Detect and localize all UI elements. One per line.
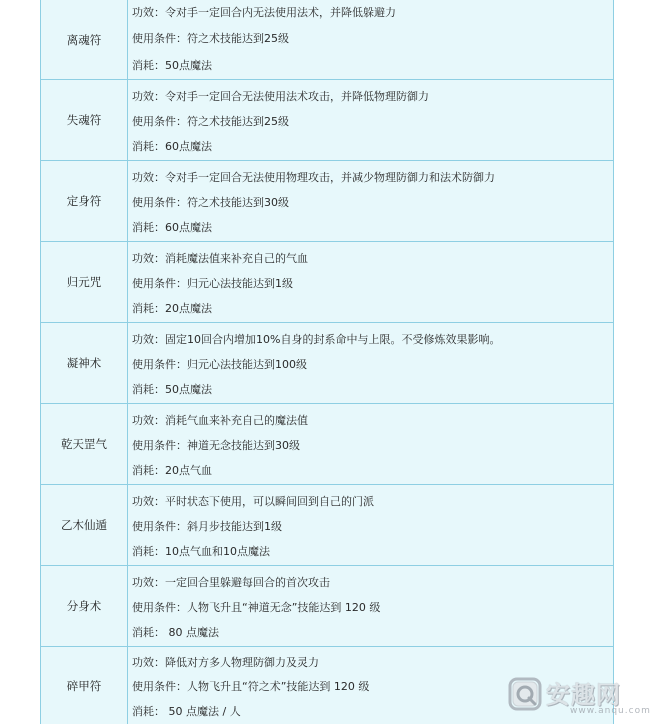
table-row (41, 404, 613, 485)
skill-name: 分身术 (41, 566, 128, 646)
skill-cost: 消耗：60点魔法 (132, 140, 212, 154)
skill-name: 凝神术 (41, 323, 128, 403)
skill-condition: 使用条件：斜月步技能达到1级 (132, 519, 282, 533)
skill-condition: 使用条件：人物飞升且“符之术”技能达到 120 级 (132, 680, 370, 694)
skill-effect: 功效：降低对方多人物理防御力及灵力 (132, 656, 319, 670)
skill-description (128, 80, 613, 160)
skill-condition: 使用条件：符之术技能达到25级 (132, 114, 289, 128)
skill-effect: 功效：消耗气血来补充自己的魔法值 (132, 413, 308, 427)
skill-condition: 使用条件：符之术技能达到25级 (132, 32, 289, 46)
skill-name: 离魂符 (41, 0, 128, 79)
skill-name: 乾天罡气 (41, 404, 128, 484)
watermark-url: www.anqu.com (570, 706, 651, 716)
skill-name: 失魂符 (41, 80, 128, 160)
skill-effect: 功效：一定回合里躲避每回合的首次攻击 (132, 575, 330, 589)
table-row (41, 80, 613, 161)
skills-table (40, 0, 614, 724)
anqu-logo-icon (508, 677, 542, 711)
skill-name: 归元咒 (41, 242, 128, 322)
table-row (41, 323, 613, 404)
skill-effect: 功效：令对手一定回合内无法使用法术，并降低躲避力 (132, 6, 396, 20)
skill-effect: 功效：令对手一定回合无法使用物理攻击，并减少物理防御力和法术防御力 (132, 170, 495, 184)
skill-cost: 消耗：10点气血和10点魔法 (132, 545, 270, 559)
skill-name: 乙木仙遁 (41, 485, 128, 565)
skill-effect: 功效：消耗魔法值来补充自己的气血 (132, 251, 308, 265)
table-row (41, 566, 613, 647)
skill-name: 碎甲符 (41, 647, 128, 724)
skill-description (128, 161, 613, 241)
watermark-brand: 安趣网 (546, 681, 621, 709)
skill-cost: 消耗： 80 点魔法 (132, 626, 219, 640)
skill-condition: 使用条件：符之术技能达到30级 (132, 195, 289, 209)
table-row (41, 242, 613, 323)
skill-condition: 使用条件：神道无念技能达到30级 (132, 438, 300, 452)
skill-cost: 消耗：60点魔法 (132, 221, 212, 235)
skill-name: 定身符 (41, 161, 128, 241)
site-watermark (508, 675, 651, 719)
skill-description (128, 485, 613, 565)
skill-condition: 使用条件：人物飞升且“神道无念”技能达到 120 级 (132, 600, 381, 614)
skill-effect: 功效：固定10回合内增加10%自身的封系命中与上限。不受修炼效果影响。 (132, 332, 501, 346)
table-row (41, 485, 613, 566)
skill-cost: 消耗：20点气血 (132, 464, 212, 478)
table-row (41, 0, 613, 80)
table-row (41, 161, 613, 242)
skill-cost: 消耗： 50 点魔法 / 人 (132, 704, 241, 718)
skill-condition: 使用条件：归元心法技能达到100级 (132, 357, 307, 371)
skill-condition: 使用条件：归元心法技能达到1级 (132, 276, 293, 290)
skill-effect: 功效：平时状态下使用，可以瞬间回到自己的门派 (132, 494, 374, 508)
skill-effect: 功效：令对手一定回合无法使用法术攻击，并降低物理防御力 (132, 89, 429, 103)
skill-description (128, 404, 613, 484)
skill-description (128, 323, 613, 403)
skill-cost: 消耗：50点魔法 (132, 383, 212, 397)
skill-cost: 消耗：50点魔法 (132, 58, 212, 72)
skill-description (128, 0, 613, 79)
skill-cost: 消耗：20点魔法 (132, 302, 212, 316)
skill-description (128, 242, 613, 322)
skill-description (128, 566, 613, 646)
